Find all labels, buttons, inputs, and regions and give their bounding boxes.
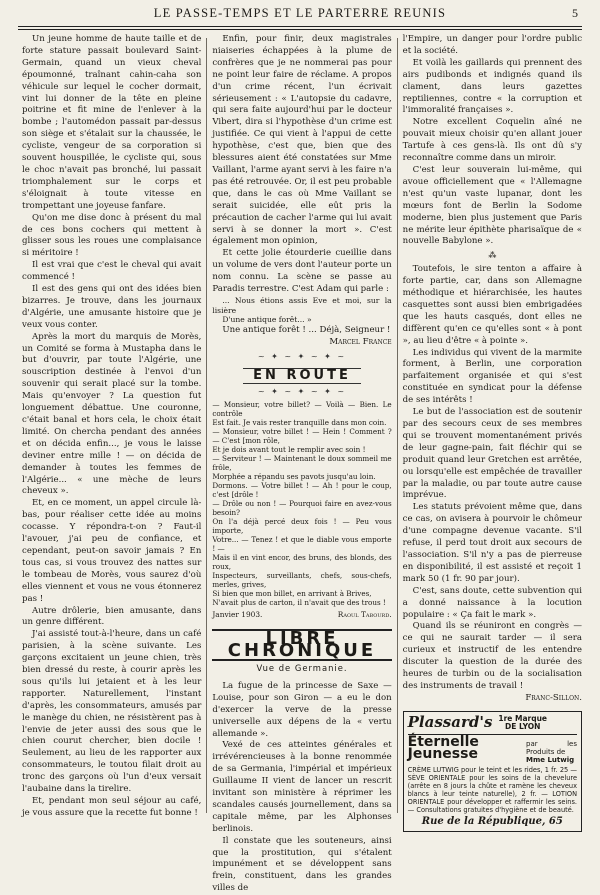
paragraph: Et, en ce moment, un appel circule là-bas, pour réaliser cette idée au moins cocasse. Y répondra-t-on ? Faut-il l'avouer, j'ai peu de confiance, et cependant, peut-on savoir jamais ? En tous cas, si vous trouvez des nattes sur le tombeau de Morès, vous saurez d'où elles viennent et vous ne vous étonnerez pas ! — [22, 498, 202, 604]
header-rule — [18, 26, 582, 27]
section-title-text: LIBRE CHRONIQUE — [212, 629, 391, 661]
ad-logo: Plassard's — [407, 713, 493, 732]
columns — [22, 34, 583, 894]
paragraph: l'Empire, un danger pour l'ordre public et la société. — [402, 34, 583, 56]
section-title-libre-chronique — [212, 629, 391, 661]
paragraph: Il est des gens qui ont des idées bien bizarres. Je trouve, dans les journaux d'Algérie, une amusante histoire que je veux vous conter. — [22, 284, 202, 330]
poem-line: Et je dois avant tout le remplir avec soin ! — [212, 445, 366, 455]
poem-line: — Serviteur ! — Maintenant le doux sommeil me frôle, — [212, 454, 392, 473]
paragraph: Autre drôlerie, bien amusante, dans un genre différent. — [22, 605, 202, 628]
signature: Marcel France — [329, 336, 392, 347]
page-number: 5 — [572, 6, 578, 20]
paragraph: J'ai assisté tout-à-l'heure, dans un café parisien, à la scène suivante. Les garçons excitaient un jeune chien, très bien dressé du reste, à courir après les sous qu'ils lui jetaient et à les leur rapporter. Naturellement, l'instant d'après, les consommateurs, amusés par le manège du chien, ne résistèrent pas à l'envie de jeter aussi des sous que le chien courut chercher, bien docile ! Seulement, au lieu de les rapporter aux consommateurs, le toutou filait droit au tronc des garçons où l'un d'eux versait l'aubaine dans la tirelire. — [22, 629, 202, 795]
page-header — [18, 6, 582, 24]
ad-headline: Éternelle Jeunesse — [407, 733, 479, 762]
paragraph: Qu'on me dise donc à présent du mal de ces bons cochers qui mettent à glisser sous les roues une complaisance si méritoire ! — [22, 212, 202, 259]
section-title-text: EN ROUTE — [243, 368, 361, 384]
ad-brand-row — [408, 715, 577, 735]
poem — [212, 400, 391, 621]
paragraph: C'est leur souverain lui-même, qui avoue officiellement que « l'Allemagne n'est qu'un vaste lupanar, dont les mœurs font de Berlin la Sodome moderne, bien plus justement que Paris ne mérite leur épithète pharisaïque de « nouvelle Babylone ». — [402, 164, 583, 247]
column-1 — [22, 34, 202, 818]
paragraph: Enfin, pour finir, deux magistrales niaiseries échappées à la plume de confrères que je ne nommerai pas pour ne point leur faire de réclame. A propos d'un crime récent, l'un écrivait sérieusement : « L'autopsie du cadavre, qui sera faite aujourd'hui par le docteur Vibert, dira si l'hypothèse d'un crime est justifiée. Ce qui vient à l'appui de cette hypothèse, c'est que, bien que des blessures aient été constatées sur Mme Vaillant, l'arme ayant servi à les faire n'a pas été retrouvée. Or, il est peu probable que, dans le cas où Mme Vaillant se serait suicidée, elle eût pris la précaution de cacher l'arme qui lui avait servi à se donner la mort ». C'est également mon opinion, — [212, 34, 392, 247]
paragraph: Et cette jolie étourderie cueillie dans un volume de vers dont l'auteur porte un nom connu. La scène se passe au Paradis terrestre. C'est Adam qui parle : — [212, 248, 392, 295]
ad-headline-tail-2: Mme Lutwig — [526, 755, 575, 764]
poem-line: Mais il en vint encor, des bruns, des blonds, des roux, — [212, 553, 392, 572]
poem-line: — Monsieur, votre billet ! — Hein ! Comment ? — C'est [mon rôle, — [212, 427, 392, 446]
section-stars: ⁂ — [488, 251, 497, 261]
poem-date: Janvier 1903. — [212, 610, 263, 620]
paragraph: Toutefois, le sire tenton a affaire à forte partie, car, dans son Allemagne méthodique et hiérarchisée, les hautes casquettes sont aussi bien embrigadées que les hauts casqués, dont elles ne diffèrent qu'en ce qu'elles sont « à pont », au lieu d'être « à pointe ». — [402, 264, 583, 346]
paragraph: Le but de l'association est de soutenir par des secours ceux de ses membres qui se trouvent momentanément privés de leur gagne-pain, fait fléchir qui se produit quand leur Gretchen est arrêtée, ou lorsqu'elle est empêchée de travailler par la maladie, ou par toute autre cause imprévue. — [402, 407, 583, 501]
paragraph: Les statuts prévoient même que, dans ce cas, on avisera à pourvoir le chômeur d'une compagne devenue vacante. S'il refuse, il perd tout droit aux secours de l'association. S'il n'y a pas de pierreuse en disponibilité, il est assisté et reçoit 1 mark 50 (1 fr. 90 par jour). — [402, 502, 583, 584]
ad-mark-line: DE LYON — [505, 722, 541, 732]
advertisement — [403, 711, 582, 832]
ad-mark — [498, 715, 547, 732]
poem-line: N'avait plus de carton, il n'avait que des trous ! — [212, 598, 386, 608]
ad-body: CRÈME LUTWIG pour le teint et les rides, 1 fr. 25 — SÈVE ORIENTALE pour les soins de la chevelure (arrête en 8 jours la chûte et ramène les cheveux blancs à leur teinte naturelle), 2 fr. — LOTION ORIENTALE pour développer et raffermir les seins. — Consultations gratuites d'hygiène et de beauté. — [407, 765, 578, 814]
ad-headline-tail-1: par les Produits de — [526, 739, 578, 756]
column-divider — [206, 38, 207, 813]
paragraph: Et, pendant mon seul séjour au café, je vous assure que la recette fut bonne ! — [22, 796, 202, 818]
poem-line: Morphée a répandu ses pavots jusqu'au loin. — [212, 472, 376, 482]
poem-line: Votre... — Tenez ! et que le diable vous emporte ! — — [212, 535, 392, 554]
journal-title: LE PASSE-TEMPS ET LE PARTERRE REUNIS — [153, 6, 447, 20]
column-3 — [402, 34, 583, 827]
paragraph: Un jeune homme de haute taille et de forte stature passait boulevard Saint-Germain, quand un vieux cheval époumonné, traînant cahin-caha son véhicule sur lequel le cocher dormait, vint lui donner de la tête en pleine poitrine et fit mine de l'enlever à la bombe ; l'automédon passait par-dessus son siège et s'étalait sur la chaussée, le cycliste, vengeur de sa corporation si souvent houspillée, le cycliste qui, sous le choc n'avait pas bronché, lui passait triomphalement sur le corps et s'éloignait à toute vitesse en trompettant une joyeuse fanfare. — [22, 34, 202, 211]
paragraph: Il constate que les souteneurs, ainsi que la prostitution, qui s'étalent impunément et se développent sans frein, constituent, dans les grandes villes de — [212, 835, 392, 894]
poem-line: — Monsieur, votre billet? — Voilà — Bien. Le contrôle — [212, 400, 392, 419]
paragraph: Vexé de ces atteintes générales et irrévérencieuses à la bonne renommée de sa Germania, l'impérial et impérieux Guillaume II vient de lancer un rescrit invitant son ministère à réprimer les scandales causés journellement, dans sa capitale même, par les Alphonses berlinois. — [212, 740, 392, 834]
poem-signature: Raoul Tabourd. — [337, 610, 392, 620]
poem-footer — [212, 609, 391, 621]
poem-line: Si bien que mon billet, en arrivant à Brives, — [212, 589, 372, 599]
paragraph: Quand ils se réuniront en congrès — ce qui ne saurait tarder — il sera curieux et instructif de les entendre discuter la question de la durée des heures de turbin ou de la socialisation des instruments de travail ! — [402, 621, 583, 691]
quote-line: ... Nous étions assis Eve et moi, sur la lisière — [212, 295, 392, 315]
section-title-en-route — [212, 368, 391, 384]
paragraph: Notre excellent Coquelin aîné ne pouvait mieux choisir qu'en allant jouer Tartufe à ces gens-là. Ils ont dû s'y reconnaître comme dans un miroir. — [402, 117, 583, 164]
paragraph: Et voilà les gaillards qui prennent des airs pudibonds et indignés quand ils clament, dans leurs gazettes reptiliennes, contre « la corruption et l'immoralité françaises ». — [402, 57, 583, 116]
paragraph: C'est, sans doute, cette subvention qui a donné naissance à la locution populaire : « Ça fait le mark ». — [402, 585, 583, 620]
section-subtitle: Vue de Germanie. — [256, 662, 348, 673]
signature: Franc-Sillon. — [525, 692, 583, 703]
ad-address: Rue de la République, 65 — [421, 815, 563, 827]
poem-line: Est fait. Je vais rester tranquille dans mon coin. — [212, 418, 387, 428]
ad-headline-tail — [526, 740, 577, 764]
paragraph: La fugue de la princesse de Saxe — Louise, pour son Giron — a eu le don d'exercer la verve de la presse universelle aux dépens de la « vertu allemande ». — [212, 680, 392, 739]
column-divider — [397, 38, 398, 813]
poem-line: — Drôle ou non ! — Pourquoi faire en avez-vous besoin? — [212, 499, 392, 518]
paragraph: Il est vrai que c'est le cheval qui avait commencé ! — [22, 260, 202, 283]
poem-line: On l'a déjà percé deux fois ! — Peu vous importe, — [212, 517, 392, 536]
quote-line: D'une antique forêt... » — [222, 315, 312, 325]
paragraph: Les individus qui vivent de la marmite forment, à Berlin, une corporation parfaitement organisée et qui s'est constituée en syndicat pour la défense de ses intérêts ! — [402, 347, 583, 406]
ad-mark-line: 1re Marque — [498, 713, 548, 723]
poem-line: Dormons. — Votre billet ! — Ah ! pour le coup, c'est [drôle ! — [212, 481, 392, 500]
ad-headline-row — [407, 733, 578, 764]
paragraph: Après la mort du marquis de Morès, un Comité se forma à Mustapha dans le but d'ouvrir, par toute l'Algérie, une souscription destinée à l'envoi d'un souvenir qui serait placé sur la tombe. Mais qu'envoyer ? La question fut longuement débattue. Une couronne, c'était banal et hors cela, le choix était limité. On chercha pendant des années et on décida enfin..., je vous le laisse deviner entre mille ! — on décida de demander à toutes les femmes de l'Algérie... « une mèche de leurs cheveux ». — [22, 331, 202, 497]
ornament-divider: ~ ✦ ~ ✦ ~ ✦ ~ — [257, 351, 347, 361]
quote-tail: Une antique forêt ! ... Déjà, Seigneur ! — [222, 324, 391, 335]
column-2 — [212, 34, 392, 894]
header-rule-thin — [18, 29, 582, 30]
ornament-divider: ~ ✦ ~ ✦ ~ ✦ ~ — [257, 387, 347, 397]
poem-line: Inspecteurs, surveillants, chefs, sous-chefs, merles, grives, — [212, 571, 392, 590]
